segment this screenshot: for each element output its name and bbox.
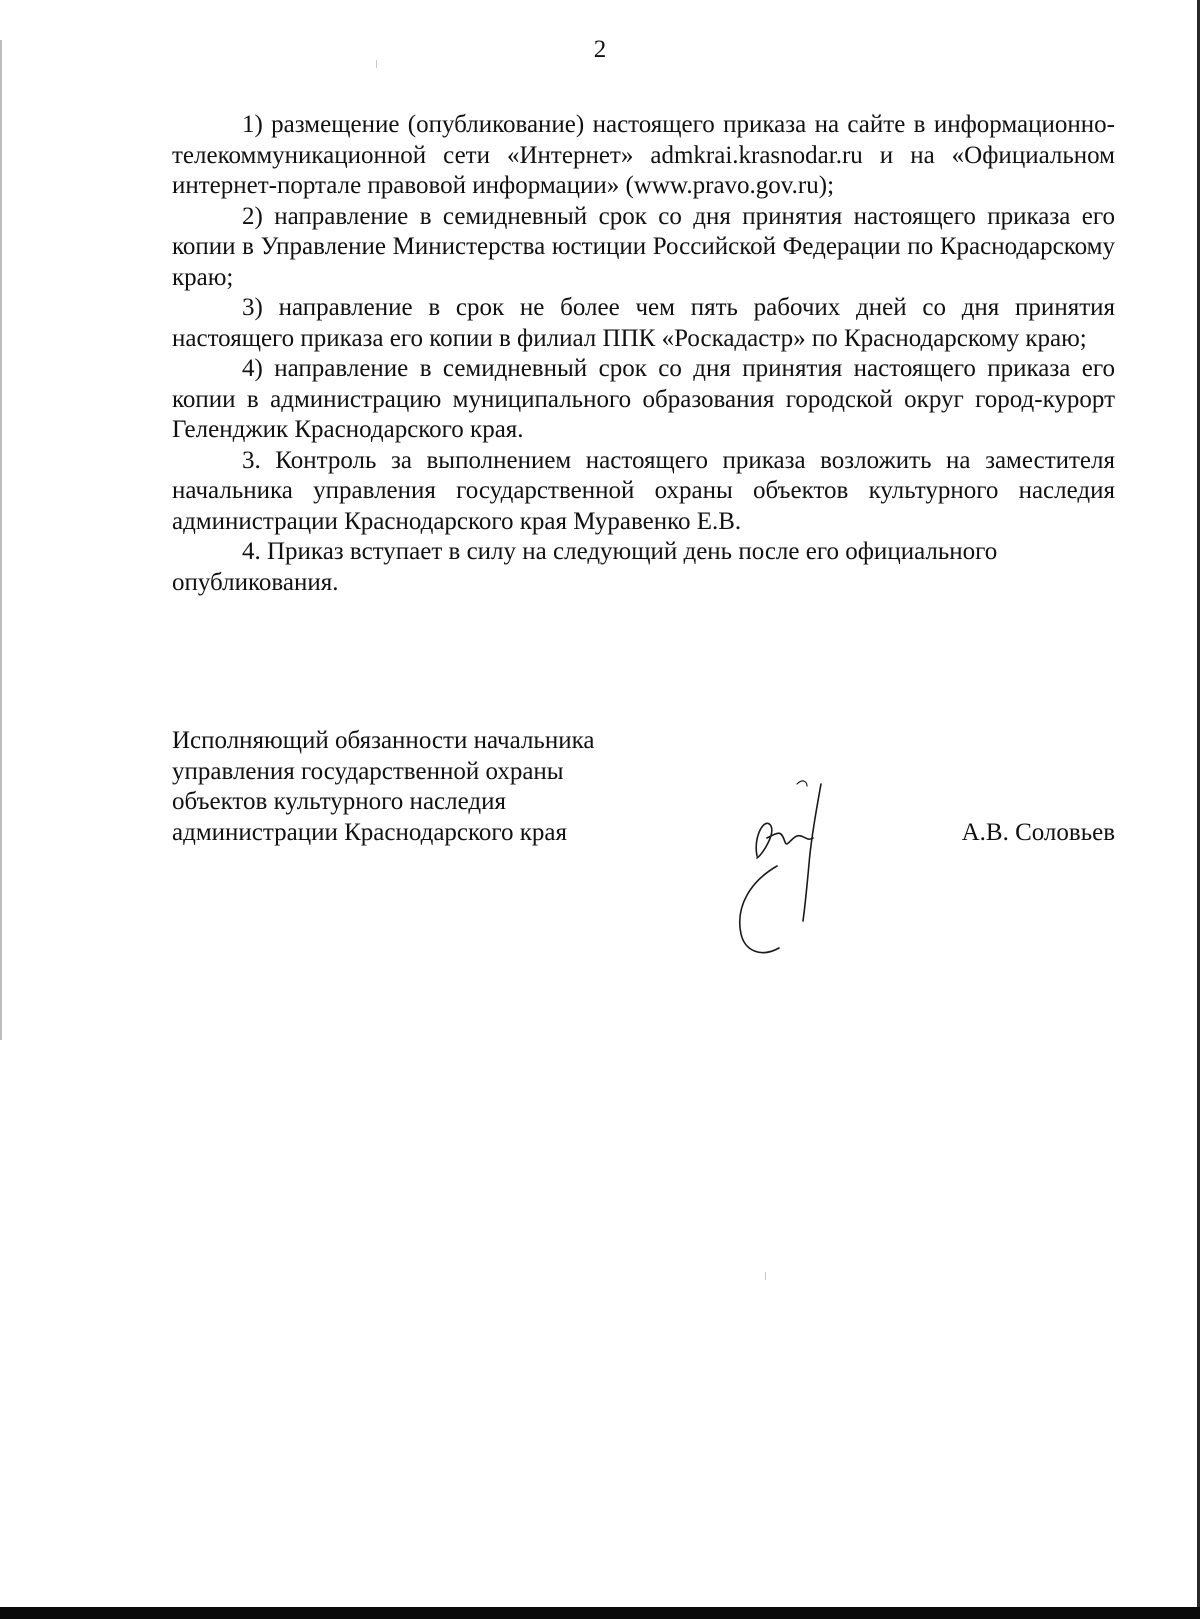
signer-position-line: объектов культурного наследия <box>172 788 506 815</box>
document-body <box>172 110 1115 598</box>
scan-speck <box>765 1272 766 1280</box>
signer-position-line: управления государственной охраны <box>172 757 564 785</box>
signer-position-line: администрации Краснодарского края <box>172 818 568 846</box>
signer-position-line: Исполняющий обязанности начальника <box>172 727 595 754</box>
page-number: 2 <box>593 36 607 63</box>
paragraph-item-3: 3) направление в срок не более чем пять рабочих дней со дня принятия настоящего приказа его копии в филиал ППК «Роскадастр» по Краснодарскому краю; <box>172 294 1115 352</box>
paragraph-item-4: 4) направление в семидневный срок со дня принятия настоящего приказа его копии в администрацию муниципального образования городской округ город-курорт Геленджик Краснодарского края. <box>172 355 1115 443</box>
signature-block <box>172 726 1115 966</box>
paragraph-item-2: 2) направление в семидневный срок со дня принятия настоящего приказа его копии в Управление Министерства юстиции Российской Федерации по Краснодарскому краю; <box>172 202 1115 291</box>
paragraph-clause-4: 4. Приказ вступает в силу на следующий день после его официального опубликования. <box>172 538 998 596</box>
scan-left-edge <box>0 40 2 1040</box>
signer-name: А.В. Соловьев <box>961 819 1115 846</box>
scan-bottom-edge <box>0 1607 1200 1619</box>
handwritten-signature <box>727 776 837 961</box>
paragraph-item-1: 1) размещение (опубликование) настоящего приказа на сайте в информационно-телекоммуникационной сети «Интернет» admkrai.krasnodar.ru и на «Официальном интернет-портале правовой информации» (www.pravo.gov.ru); <box>172 111 1115 199</box>
signer-position <box>172 726 594 848</box>
paragraph-clause-3: 3. Контроль за выполнением настоящего приказа возложить на заместителя начальника управления государственной охраны объектов культурного наследия администрации Краснодарского края Муравенко Е.В. <box>172 446 1115 535</box>
